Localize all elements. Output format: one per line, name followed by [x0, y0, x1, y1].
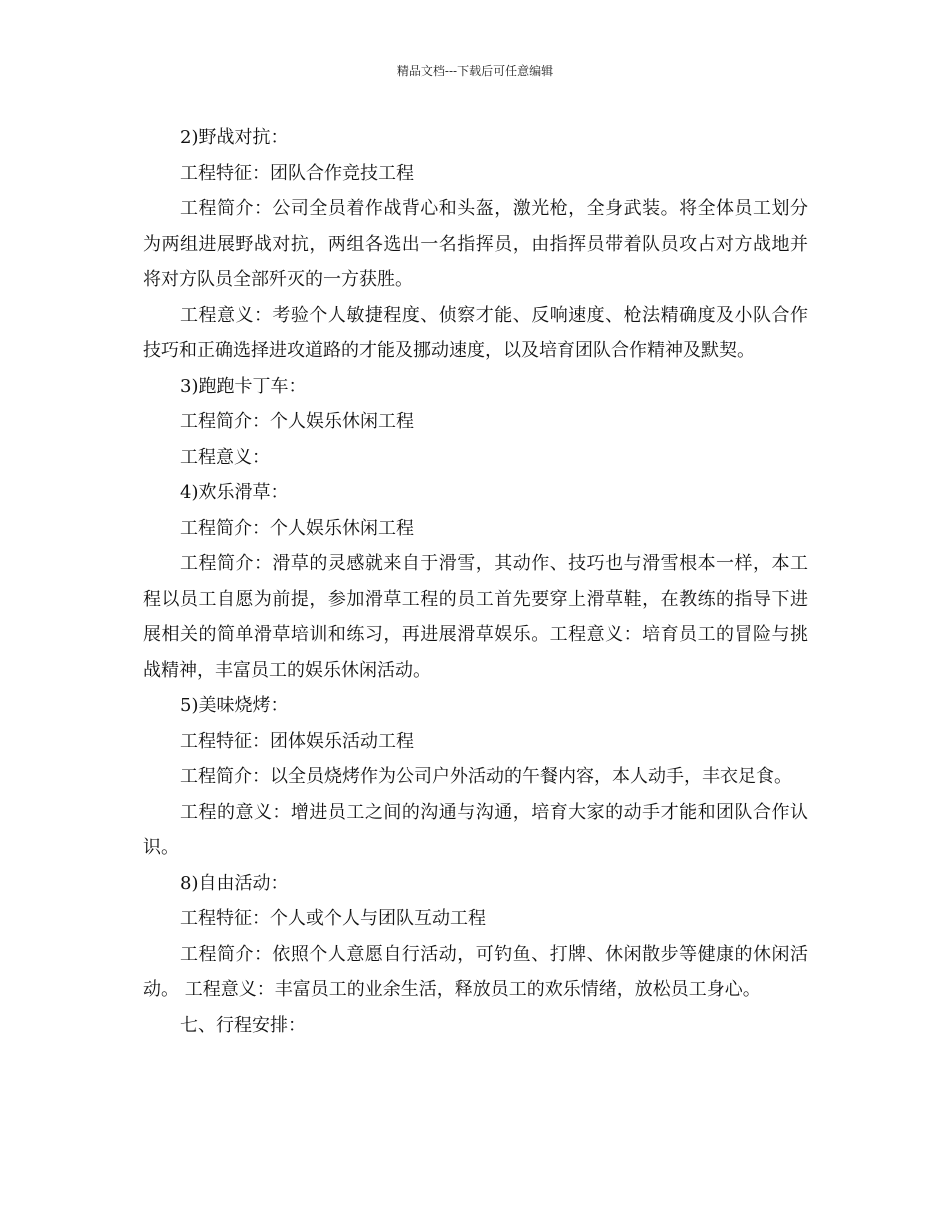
paragraph-intro: 工程简介：依照个人意愿自行活动，可钓鱼、打牌、休闲散步等健康的休闲活动。 工程意义：丰富员工的业余生活，释放员工的欢乐情绪，放松员工身心。 [143, 943, 808, 1000]
section-heading-schedule: 七、行程安排： [180, 1014, 306, 1036]
document-body [143, 120, 808, 1043]
paragraph-significance: 工程的意义：增进员工之间的沟通与沟通，培育大家的动手才能和团队合作认识。 [143, 801, 808, 858]
paragraph-feature: 工程特征：团体娱乐活动工程 [180, 730, 414, 752]
section-heading-barbecue: 5)美味烧烤： [180, 695, 289, 716]
paragraph-intro: 工程简介：个人娱乐休闲工程 [180, 411, 414, 432]
paragraph-significance: 工程意义： [180, 446, 270, 468]
paragraph-intro: 工程简介：个人娱乐休闲工程 [180, 517, 414, 539]
section-heading-kart: 3)跑跑卡丁车： [180, 375, 307, 397]
paragraph-intro: 工程简介：公司全员着作战背心和头盔，激光枪，全身武装。将全体员工划分为两组进展野战对抗，两组各选出一名指挥员，由指挥员带着队员攻占对方战地并将对方队员全部歼灭的一方获胜。 [143, 198, 808, 290]
paragraph-intro: 工程简介：以全员烧烤作为公司户外活动的午餐内容，本人动手，丰衣足食。 [180, 766, 792, 787]
page-header: 精品文档---下载后可任意编辑 [396, 64, 554, 78]
paragraph-feature: 工程特征：团队合作竞技工程 [180, 162, 414, 184]
section-heading-field-battle: 2)野战对抗： [180, 127, 289, 148]
paragraph-feature: 工程特征：个人或个人与团队互动工程 [180, 908, 486, 929]
paragraph-intro: 工程简介：滑草的灵感就来自于滑雪，其动作、技巧也与滑雪根本一样，本工程以员工自愿为前提，参加滑草工程的员工首先要穿上滑草鞋，在教练的指导下进展相关的简单滑草培训和练习，再进展滑草娱乐。工程意义：培育员工的冒险与挑战精神，丰富员工的娱乐休闲活动。 [143, 553, 808, 681]
paragraph-significance: 工程意义：考验个人敏捷程度、侦察才能、反响速度、枪法精确度及小队合作技巧和正确选择进攻道路的才能及挪动速度，以及培育团队合作精神及默契。 [143, 304, 808, 361]
section-heading-free-activity: 8)自由活动： [180, 872, 289, 894]
section-heading-grass-skiing: 4)欢乐滑草： [180, 482, 289, 503]
